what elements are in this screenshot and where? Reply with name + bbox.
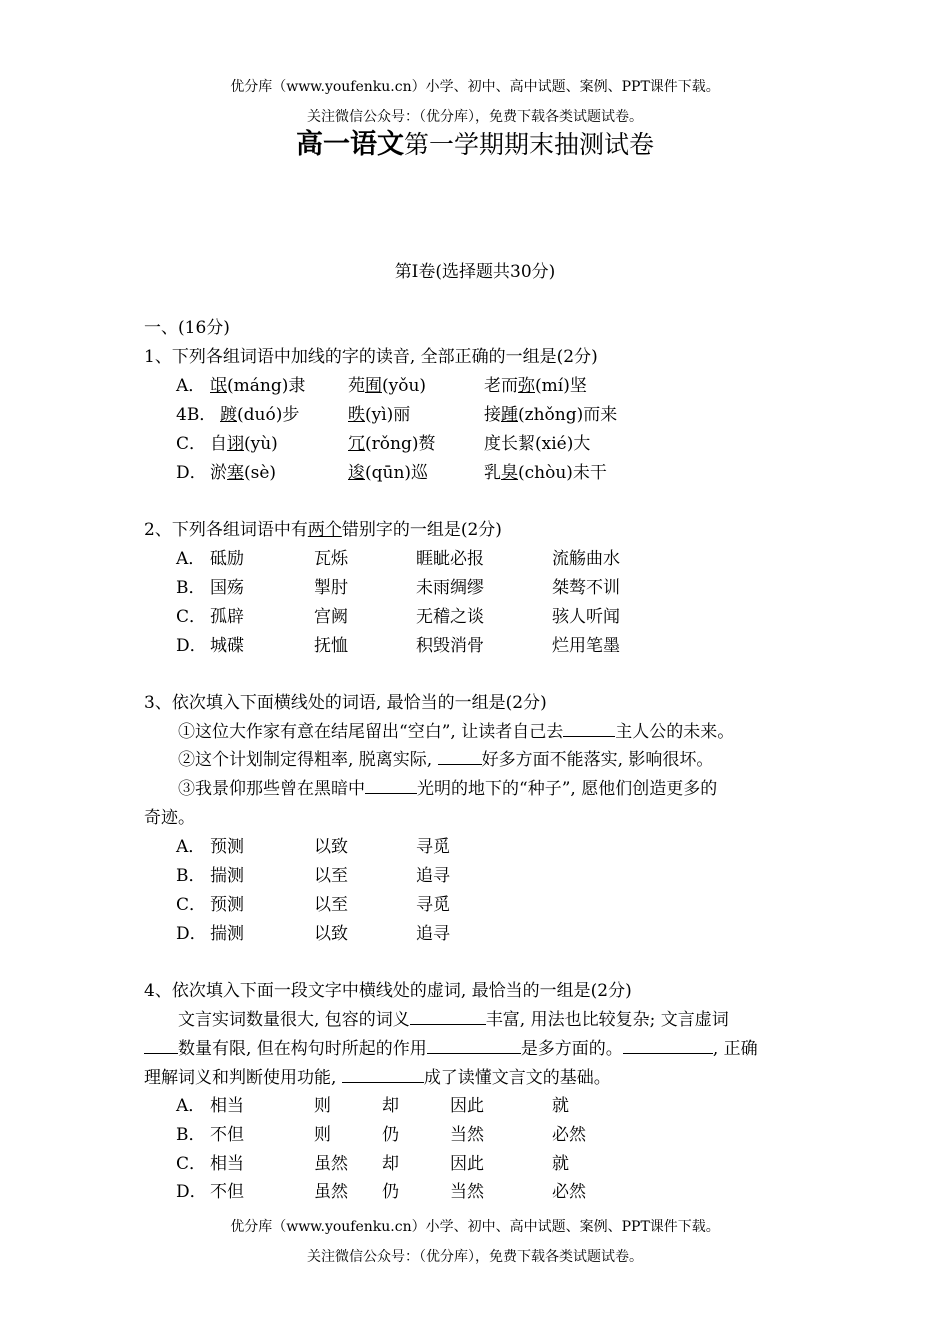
- option-label: A．: [176, 1096, 206, 1116]
- word: 寻觅: [416, 895, 450, 915]
- word: 追寻: [416, 866, 450, 886]
- marked-char: 絜: [518, 434, 535, 454]
- word: 未雨绸缪: [416, 578, 484, 598]
- word: 虽然: [314, 1154, 348, 1174]
- stem-underlined: 两个: [307, 520, 342, 540]
- passage-part: 丰富, 用法也比较复杂; 文言虚词: [485, 1010, 729, 1030]
- reading: (mí)坚: [535, 376, 587, 396]
- reading: (xié)大: [535, 434, 591, 454]
- q2-stem: [144, 518, 502, 542]
- option-label: C．: [176, 434, 207, 454]
- sentence-part: ③我景仰那些曾在黑暗中: [178, 779, 365, 799]
- word: 瓦烁: [314, 549, 348, 569]
- word: 孤辟: [210, 607, 244, 627]
- reading: (zhǒng)而来: [518, 405, 618, 425]
- marked-char: 臭: [501, 463, 518, 483]
- word: 揣测: [210, 866, 244, 886]
- marked-char: 踱: [220, 405, 237, 425]
- marked-char: 冗: [348, 434, 365, 454]
- reading: (yù): [244, 434, 278, 454]
- footer-line-2: 关注微信公众号：（优分库），免费下载各类试题试卷。: [307, 1249, 643, 1265]
- q3-sentence-2: [178, 748, 713, 772]
- prefix: 淤: [210, 463, 227, 483]
- option-label: 4B．: [176, 405, 217, 425]
- word: 却: [382, 1096, 399, 1116]
- word: 国殇: [210, 578, 244, 598]
- prefix: 老而: [484, 376, 518, 396]
- fill-blank: [563, 720, 615, 737]
- reading: (rǒng)赘: [365, 434, 436, 454]
- q4-passage-line-1: [178, 1008, 729, 1032]
- passage-part: 文言实词数量很大, 包容的词义: [178, 1010, 410, 1030]
- sentence-part: ①这位大作家有意在结尾留出“空白”, 让读者自己去: [178, 722, 564, 742]
- word: 骇人听闻: [552, 607, 620, 627]
- passage-part: 是多方面的。: [520, 1039, 623, 1059]
- word: 仍: [382, 1182, 399, 1202]
- word: 抚恤: [314, 636, 348, 656]
- passage-part: 成了读懂文言文的基础。: [423, 1068, 611, 1088]
- word: 揣测: [210, 924, 244, 944]
- q3-sentence-3-cont: 奇迹。: [144, 808, 195, 828]
- option-label: D．: [176, 636, 207, 656]
- word: 则: [314, 1125, 331, 1145]
- prefix: 自: [210, 434, 227, 454]
- fill-blank: [144, 1037, 178, 1054]
- word: 睚眦必报: [416, 549, 484, 569]
- word: 预测: [210, 895, 244, 915]
- word: 流觞曲水: [552, 549, 620, 569]
- q3-stem: 3、依次填入下面横线处的词语, 最恰当的一组是(2分): [144, 693, 547, 713]
- option-label: A．: [176, 837, 206, 857]
- sentence-part: 光明的地下的“种子”, 愿他们创造更多的: [417, 779, 718, 799]
- option-label: A．: [176, 549, 206, 569]
- fill-blank: [623, 1037, 713, 1054]
- option-label: B．: [176, 578, 206, 598]
- word: 相当: [210, 1154, 244, 1174]
- word: 必然: [552, 1125, 586, 1145]
- q4-passage-line-2: [144, 1037, 758, 1061]
- q3-sentence-1: [178, 720, 734, 744]
- option-label: D．: [176, 1182, 207, 1202]
- option-label: B．: [176, 1125, 206, 1145]
- word: 追寻: [416, 924, 450, 944]
- marked-char: 囿: [365, 376, 382, 396]
- option-label: C．: [176, 895, 207, 915]
- word: 仍: [382, 1125, 399, 1145]
- option-label: C．: [176, 1154, 207, 1174]
- marked-char: 踵: [501, 405, 518, 425]
- fill-blank: [365, 777, 417, 794]
- footer-line-1: 优分库（www.youfenku.cn）小学、初中、高中试题、案例、PPT课件下载。: [230, 1219, 720, 1235]
- marked-char: 昳: [348, 405, 365, 425]
- word: 就: [552, 1154, 569, 1174]
- marked-char: 弥: [518, 376, 535, 396]
- word: 不但: [210, 1182, 244, 1202]
- passage-part: , 正确: [712, 1039, 758, 1059]
- word: 烂用笔墨: [552, 636, 620, 656]
- word: 宫阙: [314, 607, 348, 627]
- stem-part: 2、下列各组词语中有: [144, 520, 308, 540]
- option-label: C．: [176, 607, 207, 627]
- reading: (qūn)巡: [365, 463, 429, 483]
- fill-blank: [438, 748, 482, 765]
- word: 因此: [450, 1154, 484, 1174]
- word: 无稽之谈: [416, 607, 484, 627]
- fill-blank: [342, 1066, 424, 1083]
- passage-part: 数量有限, 但在构句时所起的作用: [178, 1039, 427, 1059]
- header-line-1: 优分库（www.youfenku.cn）小学、初中、高中试题、案例、PPT课件下载。: [230, 79, 720, 95]
- reading: (chòu)未干: [518, 463, 607, 483]
- sentence-part: ②这个计划制定得粗率, 脱离实际,: [178, 750, 433, 770]
- marked-char: 逡: [348, 463, 365, 483]
- word: 相当: [210, 1096, 244, 1116]
- fill-blank: [410, 1008, 486, 1025]
- word: 当然: [450, 1125, 484, 1145]
- prefix: 苑: [348, 376, 365, 396]
- title-bold: 高一语文: [295, 129, 404, 160]
- reading: (yì)丽: [365, 405, 411, 425]
- prefix: 度长: [484, 434, 518, 454]
- sentence-part: 主人公的未来。: [615, 722, 735, 742]
- word: 以至: [314, 866, 348, 886]
- option-label: B．: [176, 866, 206, 886]
- q4-passage-line-3: [144, 1066, 611, 1090]
- q1-stem: 1、下列各组词语中加线的字的读音, 全部正确的一组是(2分): [144, 347, 598, 367]
- sentence-part: 好多方面不能落实, 影响很坏。: [481, 750, 714, 770]
- option-label: D．: [176, 463, 207, 483]
- prefix: 乳: [484, 463, 501, 483]
- prefix: 接: [484, 405, 501, 425]
- word: 虽然: [314, 1182, 348, 1202]
- part-heading: 一、(16分): [144, 318, 230, 338]
- header-line-2: 关注微信公众号：（优分库），免费下载各类试题试卷。: [307, 109, 643, 125]
- word: 以致: [314, 924, 348, 944]
- reading: (yǒu): [382, 376, 427, 396]
- marked-char: 氓: [210, 376, 227, 396]
- reading: (máng)隶: [227, 376, 306, 396]
- reading: (duó)步: [237, 405, 300, 425]
- word: 掣肘: [314, 578, 348, 598]
- option-label: D．: [176, 924, 207, 944]
- q4-stem: 4、依次填入下面一段文字中横线处的虚词, 最恰当的一组是(2分): [144, 981, 632, 1001]
- word: 就: [552, 1096, 569, 1116]
- word: 积毁消骨: [416, 636, 484, 656]
- reading: (sè): [244, 463, 277, 483]
- fill-blank: [427, 1037, 521, 1054]
- word: 以致: [314, 837, 348, 857]
- passage-part: 理解词义和判断使用功能,: [144, 1068, 337, 1088]
- word: 预测: [210, 837, 244, 857]
- word: 当然: [450, 1182, 484, 1202]
- q3-sentence-3: [178, 777, 717, 801]
- marked-char: 诩: [227, 434, 244, 454]
- word: 砥励: [210, 549, 244, 569]
- word: 寻觅: [416, 837, 450, 857]
- word: 以至: [314, 895, 348, 915]
- word: 城碟: [210, 636, 244, 656]
- word: 桀骜不训: [552, 578, 620, 598]
- option-label: A．: [176, 376, 206, 396]
- title-rest: 第一学期期末抽测试卷: [403, 130, 654, 159]
- word: 不但: [210, 1125, 244, 1145]
- marked-char: 塞: [227, 463, 244, 483]
- section-heading: 第Ⅰ卷(选择题共30分): [394, 262, 556, 282]
- word: 必然: [552, 1182, 586, 1202]
- word: 则: [314, 1096, 331, 1116]
- page-title: [0, 128, 950, 162]
- word: 却: [382, 1154, 399, 1174]
- word: 因此: [450, 1096, 484, 1116]
- stem-part: 错别字的一组是(2分): [341, 520, 502, 540]
